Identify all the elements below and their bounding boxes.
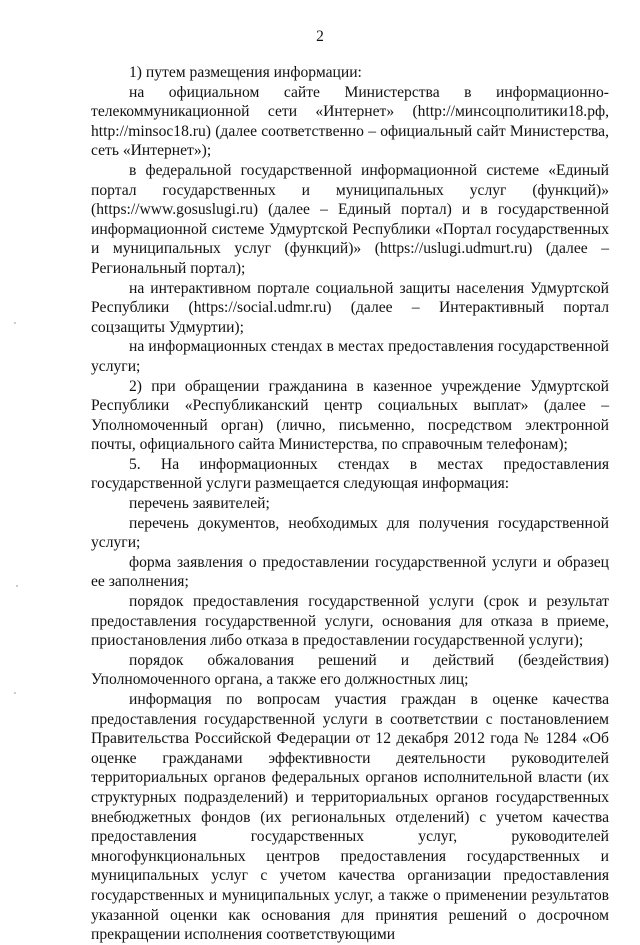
scan-speck (14, 322, 16, 324)
paragraph: информация по вопросам участия граждан в оценке качества предоставления государственной услуги в соответствии с постановлением Правительства Российской Федерации от 12 декабря 2012 года № 1284 «Об оценке гражданами эффективности деятельности руководителей территориальных органов федеральных органов исполнительной власти (их структурных подразделений) и территориальных органов государственных внебюджетных фондов (их региональных отделений) с учетом качества предоставления государственных услуг, руководителей многофункциональных центров предоставления государственных и муниципальных услуг с учетом качества организации предоставления государственных и муниципальных услуг, а также о применении результатов указанной оценки как основания для принятия решений о досрочном прекращении исполнения соответствующими (91, 691, 609, 944)
paragraph: 5. На информационных стендах в местах предоставления государственной услуги размещается следующая информация: (91, 455, 609, 493)
scan-speck (16, 585, 18, 587)
paragraph: на официальном сайте Министерства в информационно-телекоммуникационной сети «Интернет» (http://минсоцполитики18.рф, http://minsoc18.ru) (далее соответственно – официальный сайт Министерства, сеть «Интернет»); (91, 83, 609, 160)
paragraph: на информационных стендах в местах предоставления государственной услуги; (91, 338, 609, 375)
document-body (91, 63, 609, 945)
paragraph: порядок предоставления государственной услуги (срок и результат предоставления государственной услуги, основания для отказа в приеме, приостановления либо отказа в предоставлении государственной услуги); (91, 593, 609, 650)
page-number: 2 (316, 28, 324, 45)
paragraph: в федеральной государственной информационной системе «Единый портал государственных и муниципальных услуг (функций)» (https://www.gosuslugi.ru) (далее – Единый портал) и в государственной информационной системе Удмуртской Республики «Портал государственных и муниципальных услуг (функций)» (https://uslugi.udmurt.ru) (далее – Региональный портал); (91, 161, 609, 277)
paragraph: перечень документов, необходимых для получения государственной услуги; (91, 514, 609, 552)
paragraph: порядок обжалования решений и действий (бездействия) Уполномоченного органа, а также его должностных лиц; (91, 651, 609, 689)
paragraph: 2) при обращении гражданина в казенное учреждение Удмуртской Республики «Республиканский центр социальных выплат» (далее – Уполномоченный орган) (лично, письменно, посредством электронной почты, официального сайта Министерства, по справочным телефонам); (91, 377, 609, 454)
paragraph: на интерактивном портале социальной защиты населения Удмуртской Республики (https://social.udmr.ru) (далее – Интерактивный портал соцзащиты Удмуртии); (91, 279, 609, 336)
paragraph: 1) путем размещения информации: (129, 64, 362, 81)
scan-speck (14, 692, 16, 694)
paragraph: перечень заявителей; (129, 495, 270, 513)
paragraph: форма заявления о предоставлении государственной услуги и образец ее заполнения; (91, 553, 609, 591)
